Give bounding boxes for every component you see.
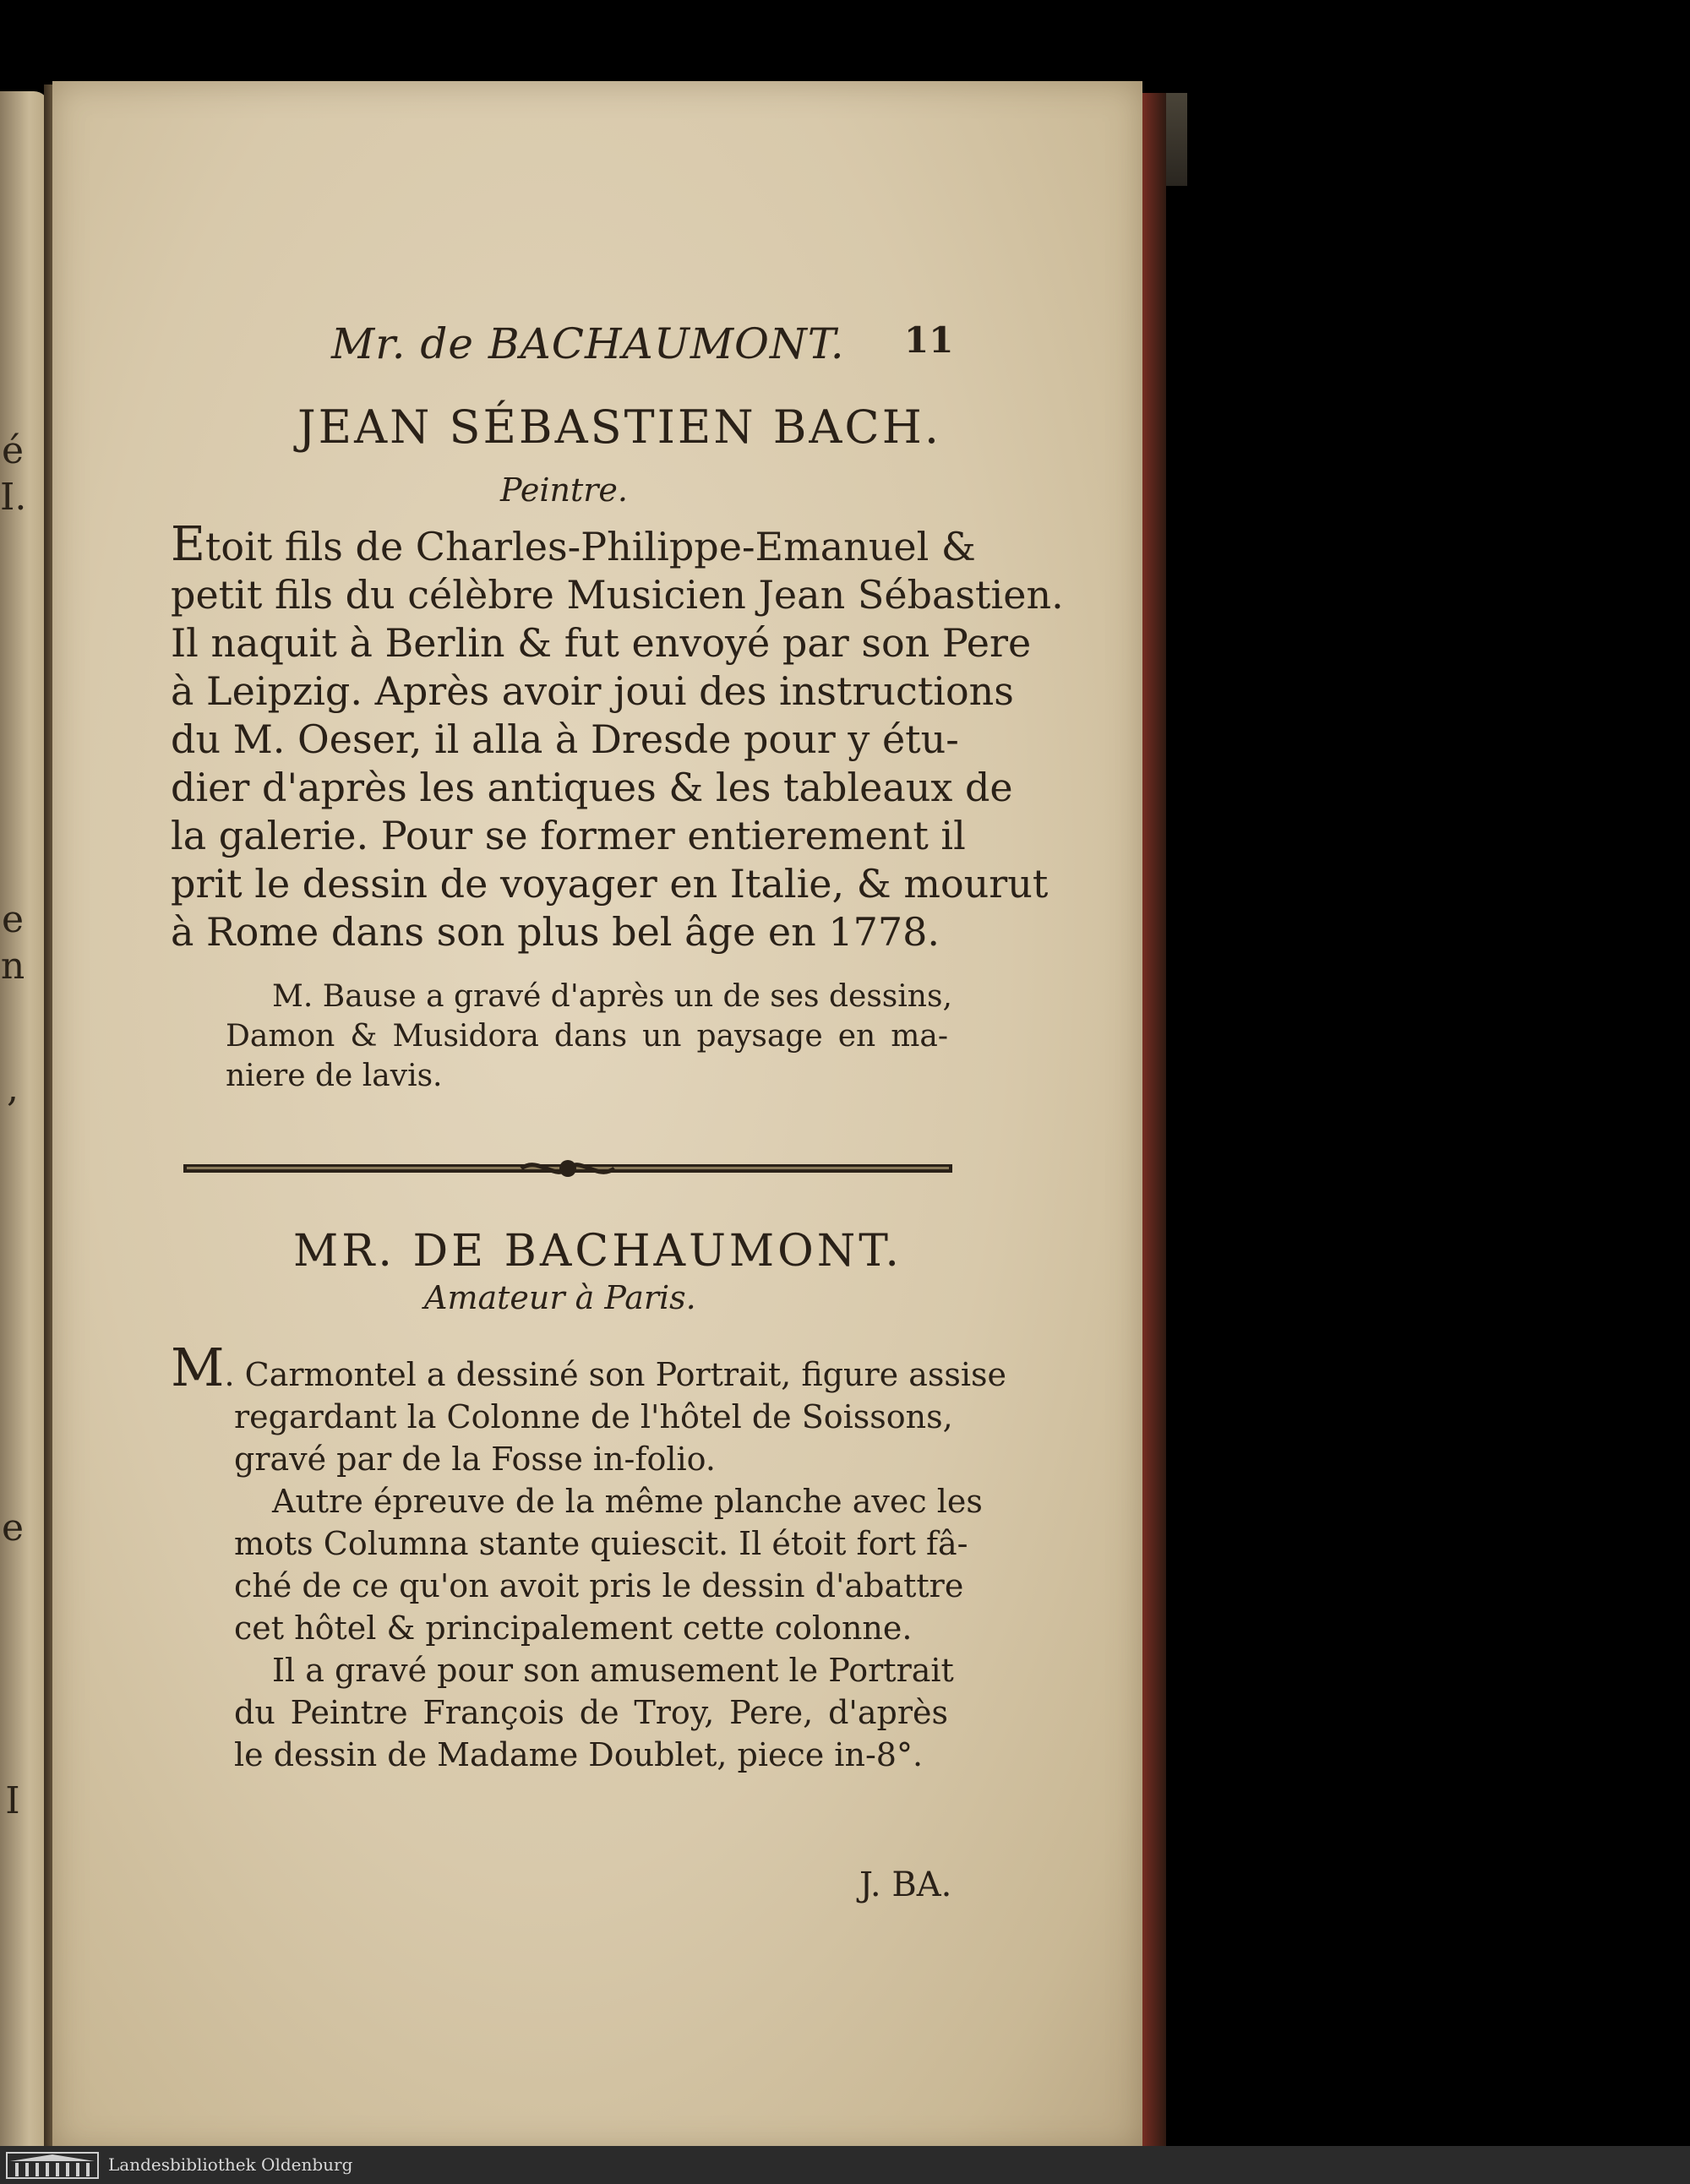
drop-initial: M bbox=[171, 1337, 225, 1398]
page-number: 11 bbox=[904, 319, 954, 361]
entry-subheading-amateur: Amateur à Paris. bbox=[424, 1279, 696, 1316]
entry-heading-bach: JEAN SÉBASTIEN BACH. bbox=[297, 400, 941, 454]
catchword: J. BA. bbox=[859, 1865, 952, 1904]
body-line: gravé par de la Fosse in-folio. bbox=[234, 1441, 716, 1478]
sliver-char: n bbox=[0, 945, 25, 988]
entry-subheading-peintre: Peintre. bbox=[500, 471, 628, 509]
note-line: Damon & Musidora dans un paysage en ma- bbox=[226, 1019, 948, 1054]
note-line: M. Bause a gravé d'après un de ses dessins, bbox=[272, 979, 952, 1014]
body-line: dier d'après les antiques & les tableaux de bbox=[171, 765, 1013, 810]
sliver-char: é bbox=[1, 429, 25, 472]
entry-bach-note bbox=[226, 977, 952, 1096]
body-line: petit fils du célèbre Musicien Jean Sébastien. bbox=[171, 572, 1064, 618]
body-line: prit le dessin de voyager en Italie, & mourut bbox=[171, 861, 1049, 907]
sliver-char: e bbox=[1, 1506, 25, 1549]
sliver-char: e bbox=[1, 898, 25, 941]
body-line: du Peintre François de Troy, Pere, d'après bbox=[234, 1694, 948, 1731]
body-line: regardant la Colonne de l'hôtel de Soissons, bbox=[234, 1398, 953, 1435]
note-line: niere de lavis. bbox=[226, 1059, 443, 1093]
body-line: ché de ce qu'on avoit pris le dessin d'abattre bbox=[234, 1567, 964, 1604]
library-name: Landesbibliothek Oldenburg bbox=[108, 2154, 353, 2175]
body-line: à Rome dans son plus bel âge en 1778. bbox=[171, 909, 940, 955]
body-line bbox=[171, 1337, 1007, 1398]
body-line: le dessin de Madame Doublet, piece in-8°. bbox=[234, 1736, 924, 1773]
running-head: Mr. de BACHAUMONT. bbox=[331, 319, 845, 368]
entry-heading-bachaumont: MR. DE BACHAUMONT. bbox=[293, 1226, 902, 1277]
body-line: Il a gravé pour son amusement le Portrait bbox=[272, 1652, 954, 1689]
footer-bar bbox=[0, 2146, 1690, 2184]
library-building-icon bbox=[5, 2149, 100, 2180]
previous-page-edge bbox=[0, 91, 49, 2153]
body-line: la galerie. Pour se former entierement il bbox=[171, 813, 966, 858]
body-line: Il naquit à Berlin & fut envoyé par son Pere bbox=[171, 620, 1032, 666]
sliver-char: , bbox=[7, 1067, 19, 1110]
ornamental-rule bbox=[183, 1156, 952, 1181]
sliver-char: I. bbox=[0, 476, 27, 519]
sliver-char: I bbox=[5, 1779, 20, 1822]
body-line-text: . Carmontel a dessiné son Portrait, figure assise bbox=[224, 1356, 1007, 1393]
body-line: cet hôtel & principalement cette colonne. bbox=[234, 1609, 913, 1647]
body-line: Etoit fils de Charles-Philippe-Emanuel & bbox=[171, 517, 976, 572]
book-page bbox=[52, 81, 1142, 2153]
entry-bach-body bbox=[171, 517, 1064, 956]
entry-bachaumont-body bbox=[171, 1337, 1007, 1776]
body-line: mots Columna stante quiescit. Il étoit fort fâ- bbox=[234, 1525, 968, 1562]
body-line: Autre épreuve de la même planche avec les bbox=[272, 1483, 983, 1520]
body-line: à Leipzig. Après avoir joui des instructions bbox=[171, 668, 1014, 714]
body-line: du M. Oeser, il alla à Dresde pour y étu- bbox=[171, 716, 959, 762]
